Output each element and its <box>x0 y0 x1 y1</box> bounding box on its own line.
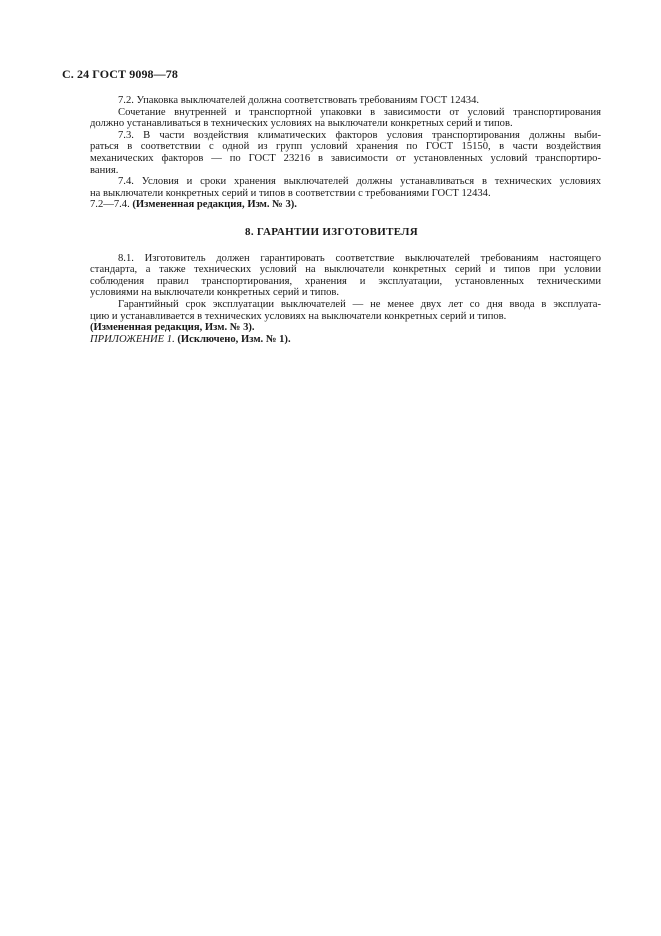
text-line: цию и устанавливается в технических условиях на выключатели конкретных серий и типов. <box>90 310 507 322</box>
paragraph-7-2 <box>62 95 601 107</box>
amendment-text: (Измененная редакция, Изм. № 3). <box>132 199 297 211</box>
paragraph-7-2-packaging <box>62 107 601 130</box>
text-line: соблюдения правил транспортирования, хранения и эксплуатации, установленных техническими <box>90 275 601 287</box>
text-line: стандарта, а также технических условий на выключатели конкретных серий и типов при условии <box>90 264 601 276</box>
paragraph-8-1 <box>62 253 601 299</box>
text-line: Гарантийный срок эксплуатации выключателей — не менее двух лет со дня ввода в эксплуата- <box>118 298 601 310</box>
paragraph-7-3 <box>62 130 601 176</box>
appendix-note <box>62 334 601 346</box>
text-line: 8.1. Изготовитель должен гарантировать соответствие выключателей требованиям настоящего <box>118 252 601 264</box>
text-line: должно устанавливаться в технических условиях на выключатели конкретных серий и типов. <box>90 118 513 130</box>
text-line: механических факторов — по ГОСТ 23216 в зависимости от установленных условий транспортиро- <box>90 152 601 164</box>
paragraph-7-4 <box>62 176 601 199</box>
document-body <box>62 95 601 345</box>
amendment-note-8: (Измененная редакция, Изм. № 3). <box>90 322 255 334</box>
text-line: вания. <box>90 164 119 176</box>
amendment-note-7 <box>62 199 601 211</box>
text-line: 7.3. В части воздействия климатических факторов условия транспортирования должны выби- <box>118 129 601 141</box>
text-line: 7.4. Условия и сроки хранения выключателей должны устанавливаться в технических условиях <box>118 176 601 188</box>
appendix-status: (Исключено, Изм. № 1). <box>177 333 291 345</box>
text-line: условиями на выключатели конкретных серий и типов. <box>90 287 340 299</box>
amendment-prefix: 7.2—7.4. <box>90 199 130 211</box>
text-line: раться в соответствии с одной из групп условий хранения по ГОСТ 15150, в части воздействия <box>90 141 601 153</box>
section-8-title: 8. ГАРАНТИИ ИЗГОТОВИТЕЛЯ <box>245 225 418 238</box>
paragraph-warranty-period <box>62 299 601 322</box>
page-header: С. 24 ГОСТ 9098—78 <box>62 67 178 81</box>
text-line: 7.2. Упаковка выключателей должна соответствовать требованиям ГОСТ 12434. <box>118 95 480 106</box>
appendix-label: ПРИЛОЖЕНИЕ 1. <box>90 333 175 345</box>
text-line: на выключатели конкретных серий и типов в соответствии с требованиями ГОСТ 12434. <box>90 187 491 199</box>
text-line: Сочетание внутренней и транспортной упаковки в зависимости от условий транспортирования <box>118 106 601 118</box>
